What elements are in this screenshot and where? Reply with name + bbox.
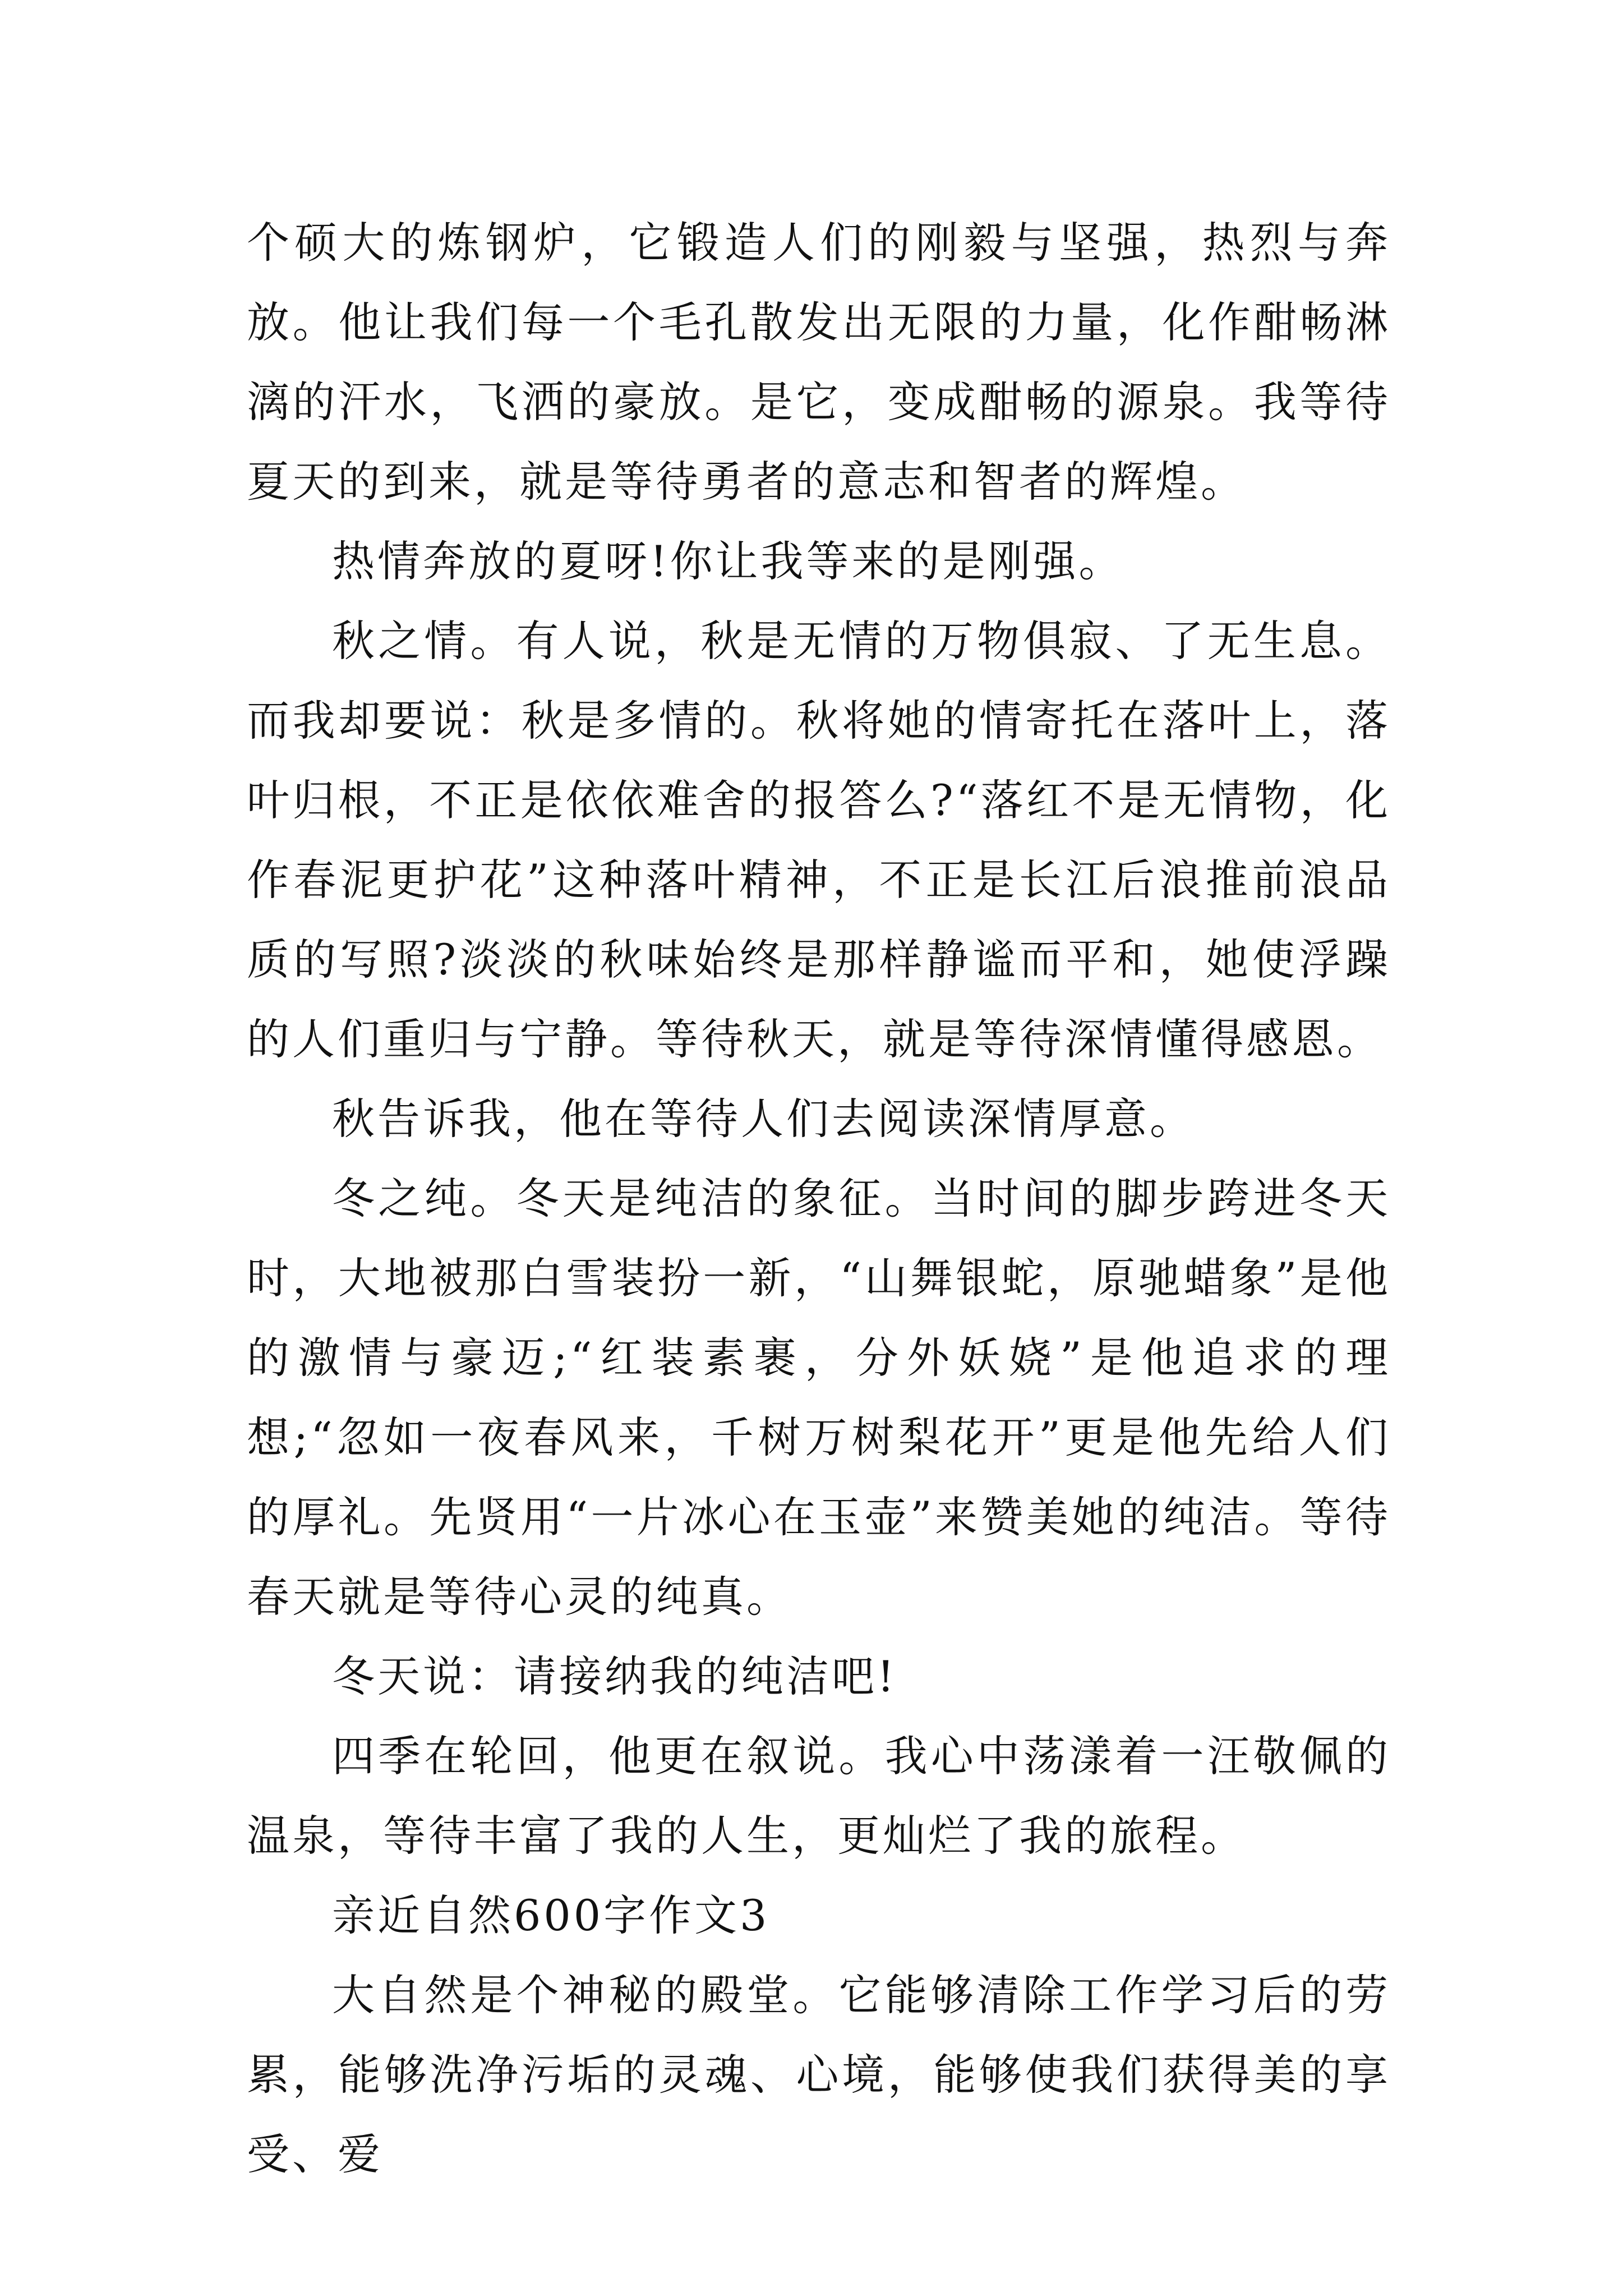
paragraph-7: 四季在轮回，他更在叙说。我心中荡漾着一汪敬佩的温泉，等待丰富了我的人生，更灿烂了我的旅程。 bbox=[247, 1731, 1391, 1861]
paragraph-8: 大自然是个神秘的殿堂。它能够清除工作学习后的劳累，能够洗净污垢的灵魂、心境，能够使我们获得美的享受、爱 bbox=[247, 1970, 1391, 2179]
paragraph-2: 热情奔放的夏呀!你让我等来的是刚强。 bbox=[332, 536, 1124, 586]
paragraph-4: 秋告诉我，他在等待人们去阅读深情厚意。 bbox=[332, 1094, 1195, 1144]
paragraph-5: 冬之纯。冬天是纯洁的象征。当时间的脚步跨进冬天时，大地被那白雪装扮一新，“山舞银蛇，原驰蜡象”是他的激情与豪迈;“红装素裹，分外妖娆”是他追求的理想;“忽如一夜春风来，千树万树梨花开”更是他先给人们的厚礼。先贤用“一片冰心在玉壶”来赞美她的纯洁。等待春天就是等待心灵的纯真。 bbox=[247, 1174, 1391, 1622]
section-heading: 亲近自然600字作文3 bbox=[332, 1890, 770, 1940]
paragraph-3: 秋之情。有人说，秋是无情的万物俱寂、了无生息。而我却要说：秋是多情的。秋将她的情寄托在落叶上，落叶归根，不正是依依难舍的报答么?“落红不是无情物，化作春泥更护花”这种落叶精神，不正是长江后浪推前浪品质的写照?淡淡的秋味始终是那样静谧而平和，她使浮躁的人们重归与宁静。等待秋天，就是等待深情懂得感恩。 bbox=[247, 616, 1391, 1064]
paragraph-6: 冬天说：请接纳我的纯洁吧! bbox=[332, 1651, 897, 1701]
body-text bbox=[247, 203, 1391, 2194]
paragraph-1: 个硕大的炼钢炉，它锻造人们的刚毅与坚强，热烈与奔放。他让我们每一个毛孔散发出无限的力量，化作酣畅淋漓的汗水，飞洒的豪放。是它，变成酣畅的源泉。我等待夏天的到来，就是等待勇者的意志和智者的辉煌。 bbox=[247, 218, 1391, 507]
